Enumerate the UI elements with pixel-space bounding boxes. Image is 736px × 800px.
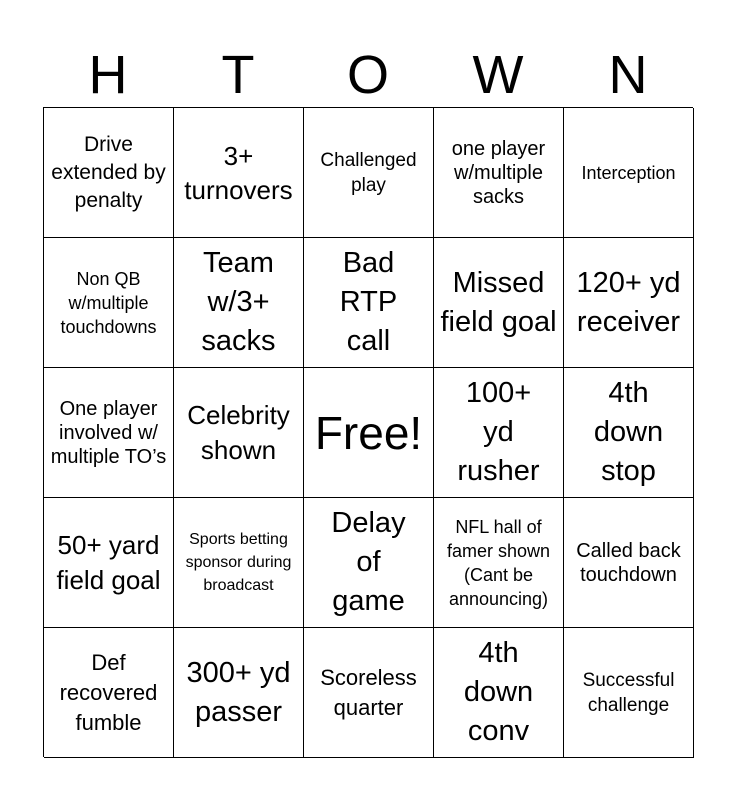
- header-letter-o: O: [346, 45, 389, 105]
- bingo-cell[interactable]: [564, 628, 694, 758]
- cell-text: Delay of game: [331, 507, 406, 617]
- cell-text: One player involved w/ multiple TO’s: [50, 397, 167, 468]
- cell-text: Drive extended by penalty: [51, 132, 166, 212]
- bingo-cell[interactable]: [44, 628, 174, 758]
- cell-text: 50+ yard field goal: [56, 529, 161, 595]
- bingo-cell[interactable]: [434, 498, 564, 628]
- bingo-cell[interactable]: [174, 628, 304, 758]
- bingo-cell[interactable]: [434, 628, 564, 758]
- cell-text: Missed field goal: [440, 266, 557, 338]
- bingo-cell[interactable]: [304, 238, 434, 368]
- bingo-cell[interactable]: [304, 108, 434, 238]
- cell-text: Free!: [314, 406, 423, 459]
- bingo-cell[interactable]: [564, 238, 694, 368]
- bingo-cell[interactable]: [434, 238, 564, 368]
- bingo-grid: [43, 107, 693, 757]
- bingo-cell[interactable]: [434, 368, 564, 498]
- cell-text: Bad RTP call: [339, 247, 398, 357]
- cell-text: Interception: [581, 162, 676, 183]
- cell-text: 100+ yd rusher: [457, 377, 540, 487]
- bingo-cell[interactable]: [304, 498, 434, 628]
- cell-text: Called back touchdown: [576, 539, 681, 586]
- header-letter-w: W: [472, 45, 524, 105]
- bingo-cell[interactable]: [174, 368, 304, 498]
- cell-text: Successful challenge: [582, 669, 675, 716]
- cell-text: Non QB w/multiple touchdowns: [60, 268, 157, 337]
- cell-text: Def recovered fumble: [59, 649, 158, 735]
- bingo-header: [43, 44, 693, 106]
- cell-text: one player w/multiple sacks: [451, 137, 546, 208]
- cell-text: NFL hall of famer shown (Cant be announcing): [446, 516, 551, 609]
- cell-text: Challenged play: [320, 149, 417, 196]
- cell-text: 4th down conv: [463, 637, 534, 747]
- bingo-cell[interactable]: [564, 498, 694, 628]
- bingo-cell[interactable]: [174, 238, 304, 368]
- bingo-cell[interactable]: [44, 238, 174, 368]
- cell-text: Sports betting sponsor during broadcast: [185, 531, 292, 594]
- bingo-cell[interactable]: [434, 108, 564, 238]
- cell-text: Celebrity shown: [187, 399, 290, 465]
- cell-text: 300+ yd passer: [186, 656, 291, 728]
- bingo-cell[interactable]: [564, 108, 694, 238]
- bingo-cell[interactable]: [44, 498, 174, 628]
- bingo-cell[interactable]: [44, 368, 174, 498]
- cell-text: 3+ turnovers: [184, 140, 293, 205]
- bingo-cell[interactable]: [44, 108, 174, 238]
- bingo-cell[interactable]: [174, 108, 304, 238]
- bingo-cell[interactable]: [564, 368, 694, 498]
- cell-text: Scoreless quarter: [320, 664, 417, 720]
- header-letter-t: T: [221, 45, 255, 105]
- bingo-cell[interactable]: [304, 628, 434, 758]
- cell-text: Team w/3+ sacks: [201, 247, 276, 357]
- cell-text: 120+ yd receiver: [576, 266, 681, 338]
- bingo-cell[interactable]: [304, 368, 434, 498]
- header-letter-h: H: [88, 45, 128, 105]
- header-letter-n: N: [608, 45, 648, 105]
- bingo-cell[interactable]: [174, 498, 304, 628]
- cell-text: 4th down stop: [593, 377, 664, 487]
